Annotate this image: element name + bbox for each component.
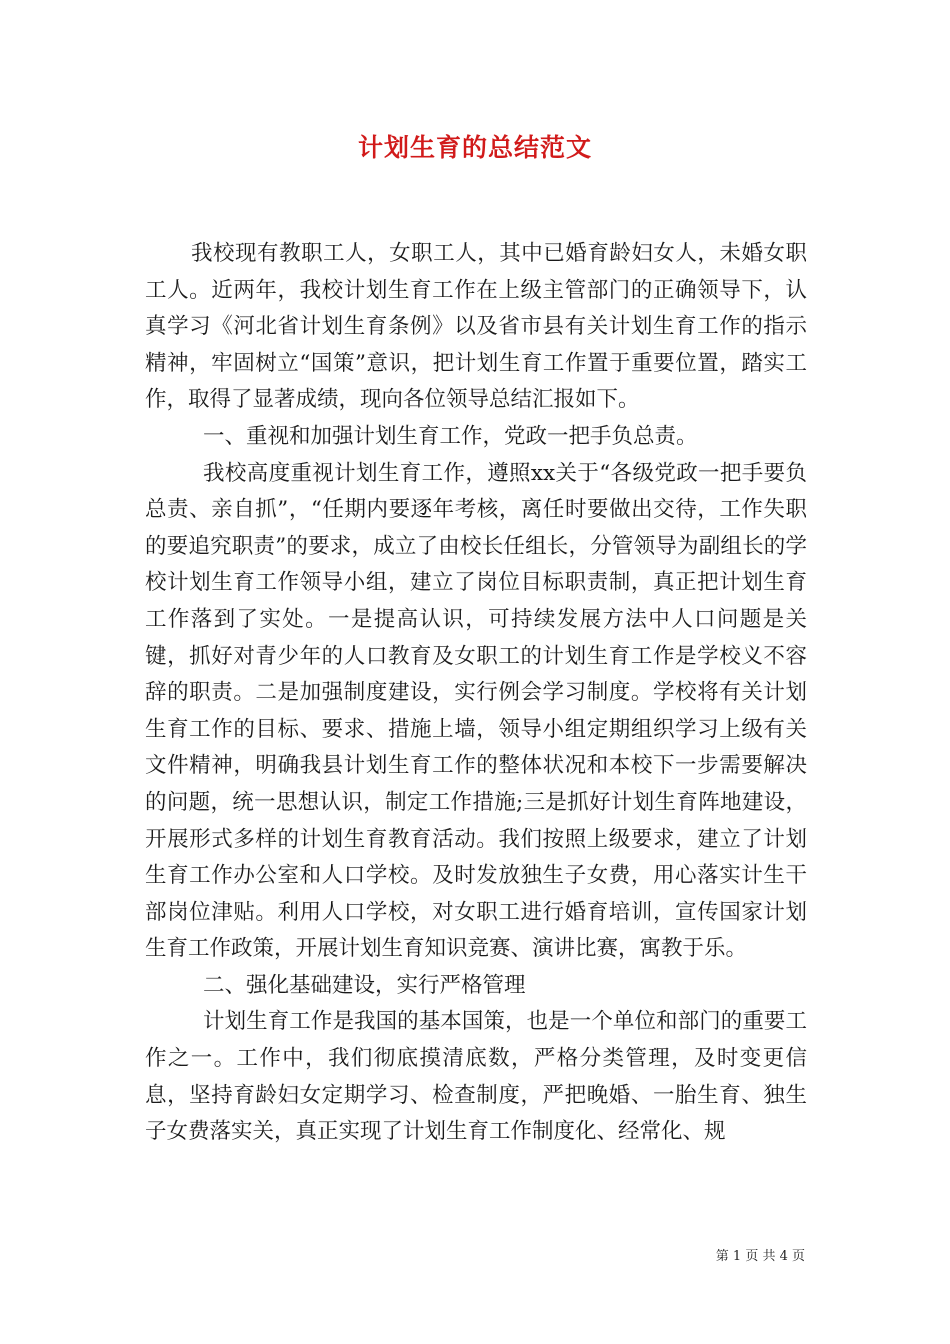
document-title: 计划生育的总结范文 bbox=[357, 133, 592, 162]
paragraph-section-1: 我校高度重视计划生育工作，遵照xx关于“各级党政一把手要负总责、亲自抓”，“任期内要逐年考核，离任时要做出交待，工作失职的要追究职责”的要求，成立了由校长任组长，分管领导为副组长的学校计划生育工作领导小组，建立了岗位目标职责制，真正把计划生育工作落到了实处。一是提高认识，可持续发展方法中人口问题是关键，抓好对青少年的人口教育及女职工的计划生育工作是学校义不容辞的职责。二是加强制度建设，实行例会学习制度。学校将有关计划生育工作的目标、要求、措施上墙，领导小组定期组织学习上级有关文件精神，明确我县计划生育工作的整体状况和本校下一步需要解决的问题，统一思想认识，制定工作措施;三是抓好计划生育阵地建设，开展形式多样的计划生育教育活动。我们按照上级要求，建立了计划生育工作办公室和人口学校。及时发放独生子女费，用心落实计生干部岗位津贴。利用人口学校，对女职工进行婚育培训，宣传国家计划生育工作政策，开展计划生育知识竞赛、演讲比赛，寓教于乐。 bbox=[145, 460, 807, 962]
document-body bbox=[145, 236, 807, 1151]
page-number: 第 1 页 共 4 页 bbox=[715, 1249, 805, 1264]
paragraph-intro: 我校现有教职工人，女职工人，其中已婚育龄妇女人，未婚女职工人。近两年，我校计划生育工作在上级主管部门的正确领导下，认真学习《河北省计划生育条例》以及省市县有关计划生育工作的指示精神，牢固树立“国策”意识，把计划生育工作置于重要位置，踏实工作，取得了显著成绩，现向各位领导总结汇报如下。 bbox=[145, 241, 807, 413]
paragraph-section-2: 计划生育工作是我国的基本国策，也是一个单位和部门的重要工作之一。工作中，我们彻底摸清底数，严格分类管理，及时变更信息，坚持育龄妇女定期学习、检查制度，严把晚婚、一胎生育、独生子女费落实关，真正实现了计划生育工作制度化、经常化、规 bbox=[145, 1009, 807, 1145]
section-heading-1: 一、重视和加强计划生育工作，党政一把手负总责。 bbox=[203, 423, 698, 449]
section-heading-2: 二、强化基础建设，实行严格管理 bbox=[203, 972, 526, 998]
